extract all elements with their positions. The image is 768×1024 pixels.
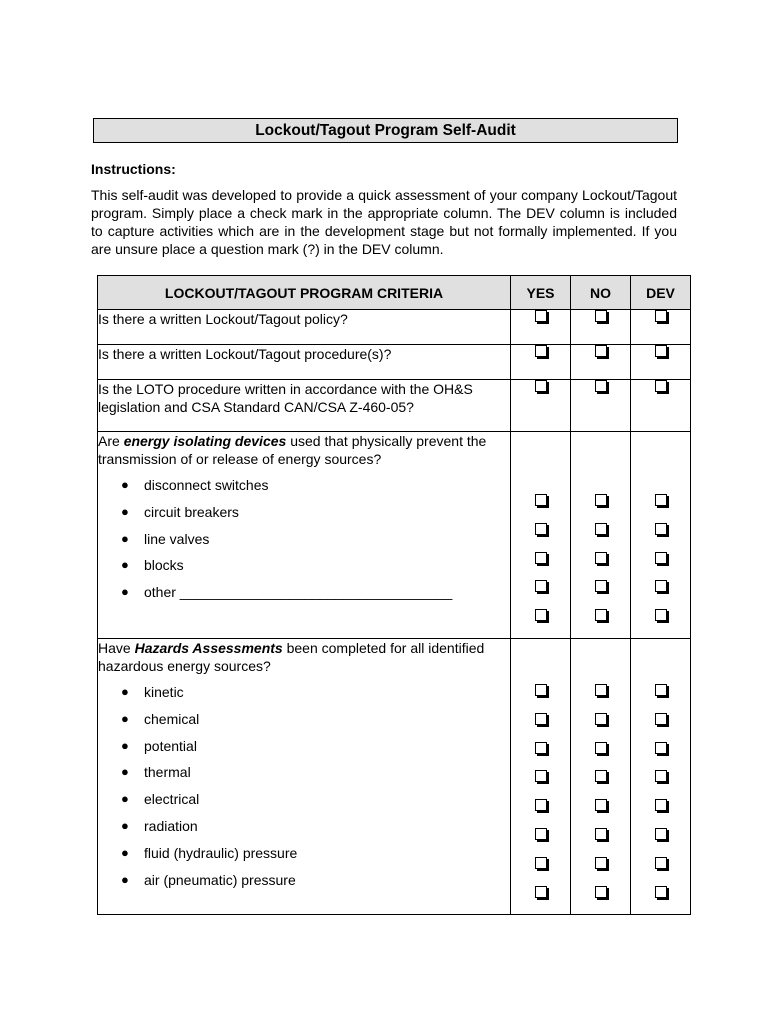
dev-checkbox-group: [631, 494, 690, 638]
list-item: [98, 817, 510, 844]
dev-checkbox[interactable]: [655, 310, 667, 322]
dev-checkbox[interactable]: [655, 828, 667, 840]
instructions-text: This self-audit was developed to provide a quick assessment of your company Lockout/Tagout program. Simply place a check mark in the appropriate column. The DEV column is included to capture activities which are in the development stage but not formally implemented. If you are unsure place a question mark (?) in the DEV column.: [91, 187, 677, 257]
header-criteria: LOCKOUT/TAGOUT PROGRAM CRITERIA: [98, 276, 511, 310]
yes-checkbox[interactable]: [535, 857, 547, 869]
list-item-label: thermal: [144, 764, 191, 781]
dev-checkbox[interactable]: [655, 552, 667, 564]
dev-checkbox[interactable]: [655, 345, 667, 357]
criteria-suffix: used that physically prevent the transmission of or release of energy sources?: [98, 433, 487, 467]
list-item-label: other ___________________________________: [144, 584, 453, 601]
header-row: [98, 276, 691, 310]
list-item: [98, 556, 510, 583]
criteria-emphasis: energy isolating devices: [123, 433, 287, 449]
dev-checkbox[interactable]: [655, 380, 667, 392]
dev-checkbox[interactable]: [655, 742, 667, 754]
no-checkbox[interactable]: [595, 857, 607, 869]
bullet-icon: ●: [121, 530, 129, 546]
criteria-text: Is there a written Lockout/Tagout procedure(s)?: [98, 345, 511, 380]
yes-checkbox[interactable]: [535, 742, 547, 754]
list-item-label: line valves: [144, 530, 210, 547]
no-checkbox[interactable]: [595, 684, 607, 696]
list-item: [98, 683, 510, 710]
list-item: [98, 871, 510, 898]
dev-checkbox-group: [631, 684, 690, 914]
bullet-list: [98, 683, 510, 897]
list-item: [98, 844, 510, 871]
no-checkbox[interactable]: [595, 523, 607, 535]
bullet-icon: ●: [121, 791, 129, 807]
bullet-icon: ●: [121, 503, 129, 519]
bullet-list: [98, 476, 510, 610]
list-item: [98, 737, 510, 764]
dev-checkbox[interactable]: [655, 494, 667, 506]
yes-checkbox[interactable]: [535, 828, 547, 840]
list-item-label: radiation: [144, 817, 198, 834]
yes-checkbox[interactable]: [535, 713, 547, 725]
yes-checkbox-group: [511, 494, 570, 638]
no-checkbox[interactable]: [595, 799, 607, 811]
list-item-label: kinetic: [144, 683, 184, 700]
document-title: Lockout/Tagout Program Self-Audit: [93, 118, 678, 143]
no-checkbox[interactable]: [595, 310, 607, 322]
bullet-icon: ●: [121, 477, 129, 492]
no-checkbox[interactable]: [595, 552, 607, 564]
no-checkbox[interactable]: [595, 345, 607, 357]
no-checkbox[interactable]: [595, 580, 607, 592]
no-checkbox[interactable]: [595, 494, 607, 506]
criteria-cell: [98, 432, 511, 639]
list-item-label: potential: [144, 737, 197, 754]
bullet-icon: ●: [121, 584, 129, 600]
table-row: [98, 310, 691, 345]
dev-checkbox[interactable]: [655, 609, 667, 621]
criteria-suffix: been completed for all identified hazardous energy sources?: [98, 639, 485, 674]
dev-checkbox[interactable]: [655, 684, 667, 696]
bullet-icon: ●: [121, 844, 129, 860]
list-item: [98, 790, 510, 817]
dev-checkbox[interactable]: [655, 857, 667, 869]
bullet-icon: ●: [121, 683, 129, 699]
audit-table: [97, 275, 691, 915]
no-checkbox[interactable]: [595, 770, 607, 782]
criteria-prefix: Have: [98, 639, 135, 656]
list-item-label: fluid (hydraulic) pressure: [144, 844, 298, 861]
yes-checkbox[interactable]: [535, 552, 547, 564]
yes-checkbox[interactable]: [535, 684, 547, 696]
criteria-text: Is there a written Lockout/Tagout policy?: [98, 310, 511, 345]
list-item-label: blocks: [144, 557, 184, 574]
table-row: [98, 380, 691, 432]
dev-checkbox[interactable]: [655, 886, 667, 898]
dev-checkbox[interactable]: [655, 580, 667, 592]
yes-checkbox[interactable]: [535, 770, 547, 782]
bullet-icon: ●: [121, 817, 129, 833]
no-checkbox[interactable]: [595, 742, 607, 754]
bullet-icon: ●: [121, 557, 129, 573]
criteria-cell: [98, 638, 511, 914]
no-checkbox[interactable]: [595, 828, 607, 840]
list-item-label: circuit breakers: [144, 503, 239, 520]
no-checkbox[interactable]: [595, 380, 607, 392]
bullet-icon: ●: [121, 710, 129, 726]
dev-checkbox[interactable]: [655, 713, 667, 725]
yes-checkbox-group: [511, 684, 570, 914]
list-item-label: disconnect switches: [144, 477, 269, 493]
bullet-icon: ●: [121, 871, 129, 887]
table-row: [98, 345, 691, 380]
list-item: [98, 476, 510, 503]
list-item: [98, 763, 510, 790]
no-checkbox[interactable]: [595, 609, 607, 621]
list-item: [98, 583, 510, 610]
dev-checkbox[interactable]: [655, 799, 667, 811]
yes-checkbox[interactable]: [535, 799, 547, 811]
yes-checkbox[interactable]: [535, 523, 547, 535]
no-checkbox-group: [571, 684, 630, 914]
no-checkbox[interactable]: [595, 886, 607, 898]
list-item: [98, 710, 510, 737]
criteria-prefix: Are: [98, 433, 124, 449]
dev-checkbox[interactable]: [655, 523, 667, 535]
bullet-icon: ●: [121, 764, 129, 780]
criteria-text: Is the LOTO procedure written in accordance with the OH&S legislation and CSA Standard CAN/CSA Z-460-05?: [98, 380, 511, 432]
yes-checkbox[interactable]: [535, 580, 547, 592]
list-item: [98, 503, 510, 530]
yes-checkbox[interactable]: [535, 609, 547, 621]
bullet-icon: ●: [121, 737, 129, 753]
criteria-emphasis: Hazards Assessments: [134, 639, 283, 656]
instructions-heading: Instructions:: [91, 161, 176, 177]
no-checkbox-group: [571, 494, 630, 638]
yes-checkbox[interactable]: [535, 494, 547, 506]
yes-checkbox[interactable]: [535, 345, 547, 357]
yes-checkbox[interactable]: [535, 886, 547, 898]
table-row: [98, 432, 691, 639]
header-yes: YES: [511, 276, 571, 310]
list-item-label: air (pneumatic) pressure: [144, 871, 296, 888]
list-item: [98, 530, 510, 557]
list-item-label: chemical: [144, 710, 200, 727]
table-row: [98, 638, 691, 914]
yes-checkbox[interactable]: [535, 380, 547, 392]
list-item-label: electrical: [144, 791, 200, 808]
dev-checkbox[interactable]: [655, 770, 667, 782]
yes-checkbox[interactable]: [535, 310, 547, 322]
no-checkbox[interactable]: [595, 713, 607, 725]
header-dev: DEV: [631, 276, 691, 310]
header-no: NO: [571, 276, 631, 310]
